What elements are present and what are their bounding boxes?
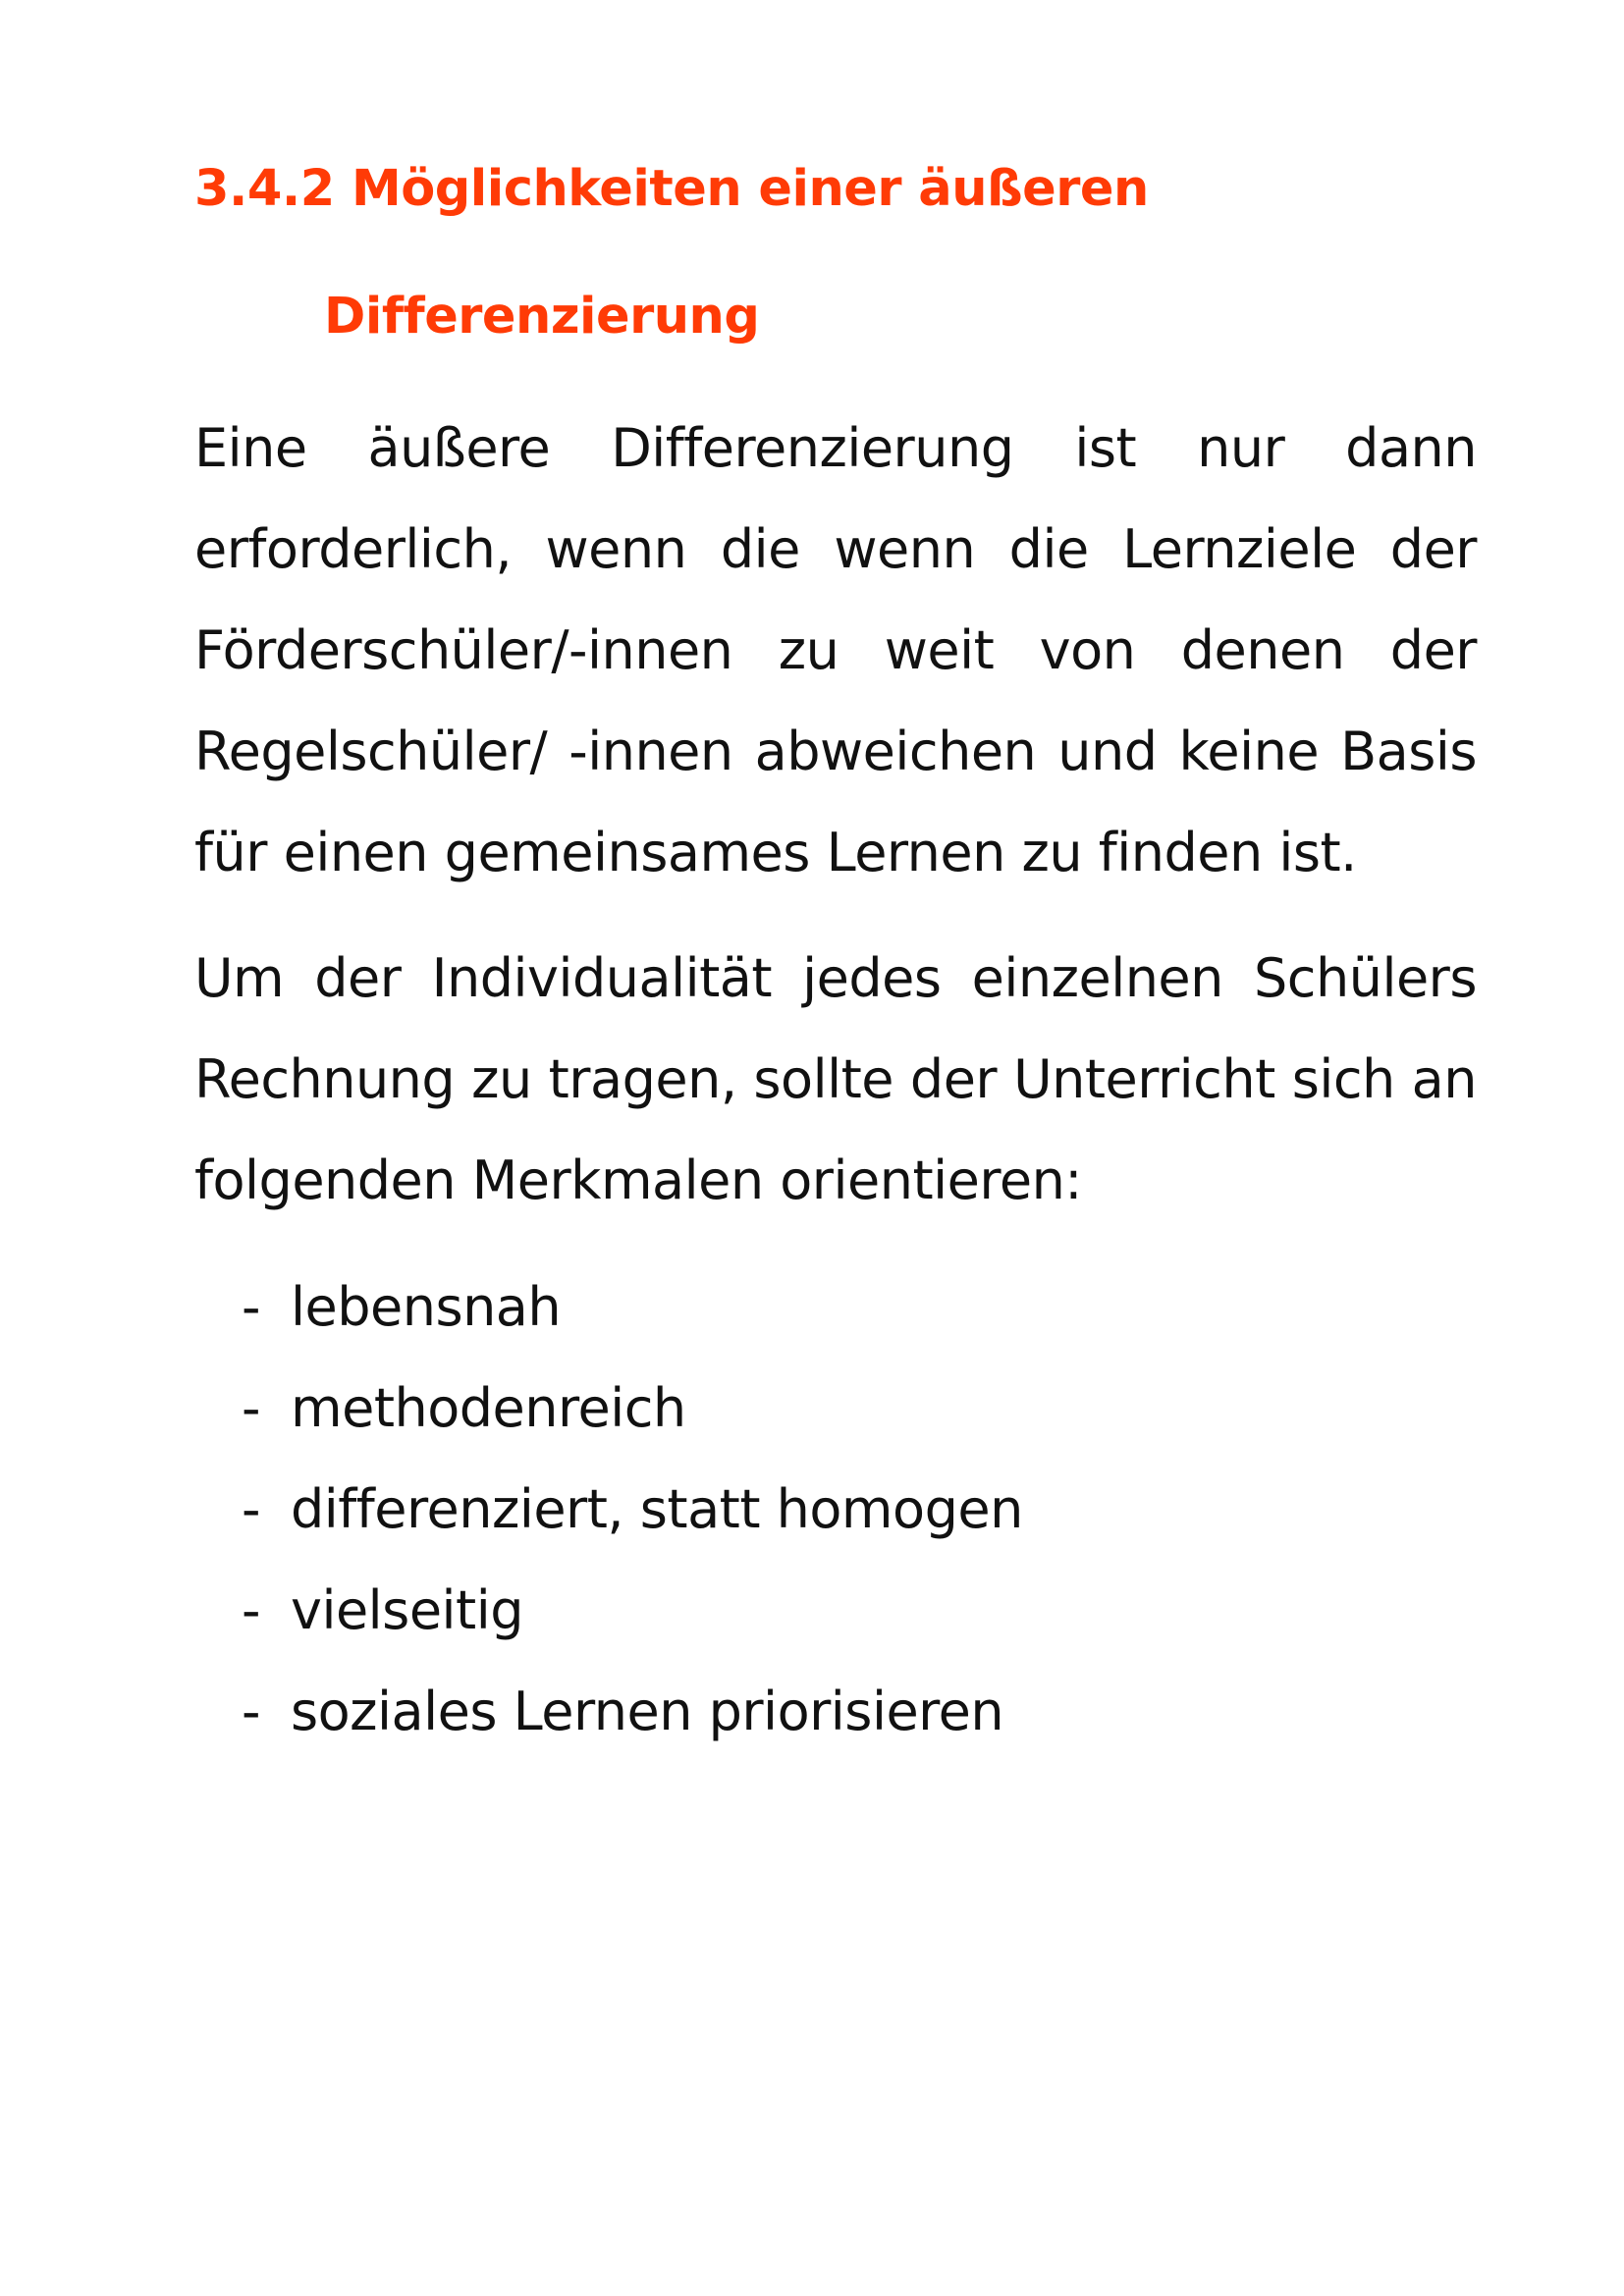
list-marker: - [242,1579,260,1641]
list-marker: - [242,1377,260,1439]
list-item [194,1459,1023,1560]
list-item-text: soziales Lernen priorisieren [291,1681,1004,1742]
paragraph-2-line: Um der Individualität jedes einzelnen Schülers [194,947,1477,1009]
list-item [194,1256,1023,1358]
paragraph-2-line: Rechnung zu tragen, sollte der Unterricht sich an [194,1048,1477,1110]
paragraph-1-line: Eine äußere Differenzierung ist nur dann [194,417,1477,479]
paragraph-1-line: erforderlich, wenn die wenn die Lernziele der [194,518,1477,580]
list-marker: - [242,1681,260,1742]
section-heading-line-1: 3.4.2 Möglichkeiten einer äußeren [194,160,1149,218]
feature-list [194,1256,1023,1762]
section-heading-line-2: Differenzierung [324,288,760,346]
list-marker: - [242,1276,260,1338]
paragraph-1-line: für einen gemeinsames Lernen zu finden ist. [194,822,1357,883]
paragraph-2 [194,928,1477,1231]
list-item [194,1661,1023,1762]
list-item-text: lebensnah [291,1276,562,1338]
list-item-text: methodenreich [291,1377,686,1439]
paragraph-1 [194,398,1477,903]
list-item-text: differenziert, statt homogen [291,1478,1023,1540]
paragraph-2-line: folgenden Merkmalen orientieren: [194,1149,1083,1211]
list-item-text: vielseitig [291,1579,523,1641]
list-marker: - [242,1478,260,1540]
list-item [194,1358,1023,1459]
paragraph-1-line: Förderschüler/-innen zu weit von denen der [194,619,1477,681]
list-item [194,1560,1023,1661]
paragraph-1-line: Regelschüler/ -innen abweichen und keine Basis [194,721,1477,782]
